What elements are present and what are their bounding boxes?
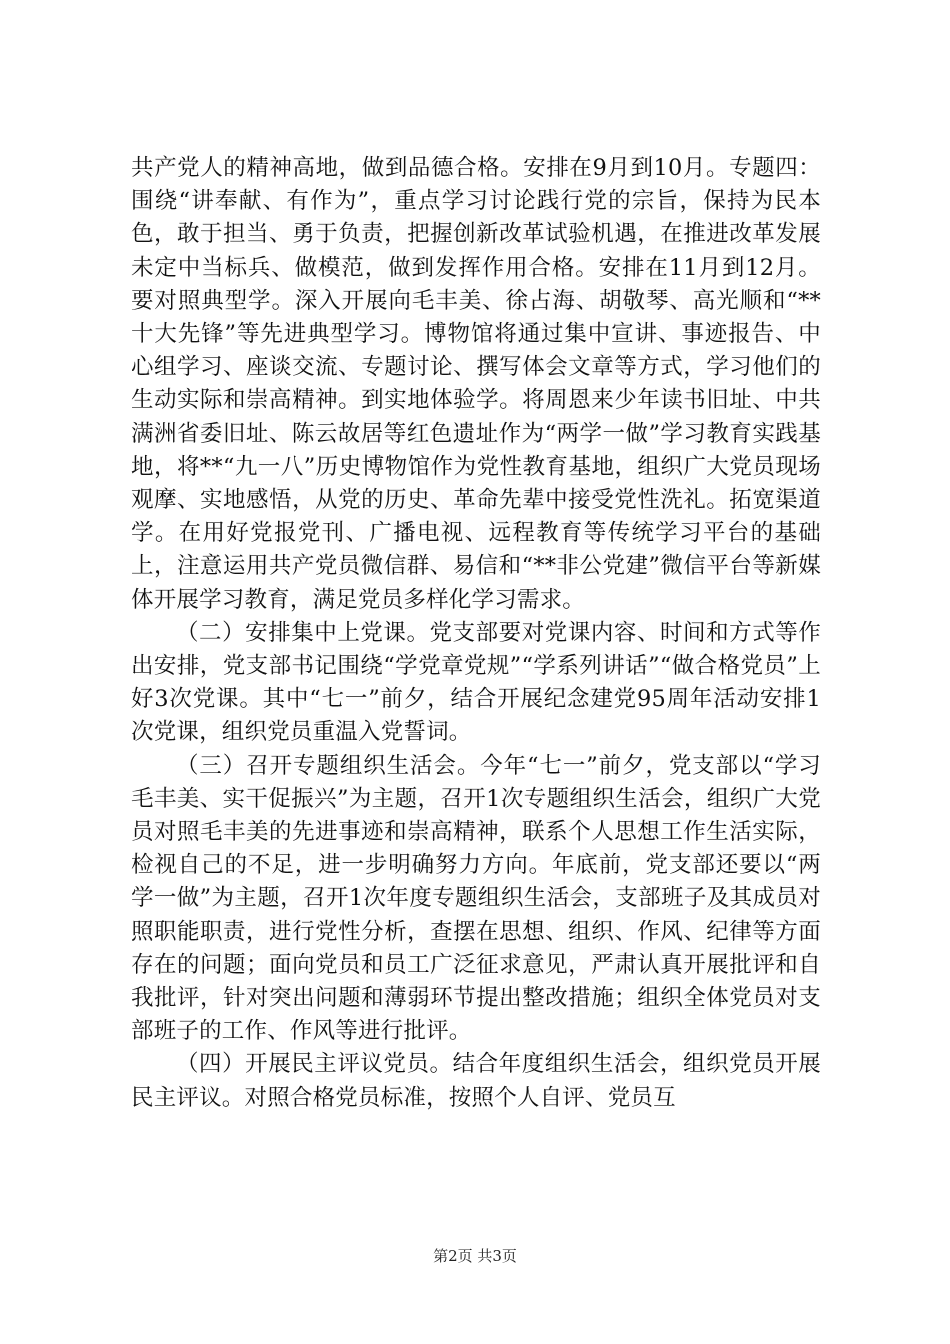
paragraph-3: （三）召开专题组织生活会。今年“七一”前夕，党支部以“学习毛丰美、实干促振兴”为主题，召开1次专题组织生活会，组织广大党员对照毛丰美的先进事迹和崇高精神，联系个人思想工作生活实际，检视自己的不足，进一步明确努力方向。年底前，党支部还要以“两学一做”为主题，召开1次年度专题组织生活会，支部班子及其成员对照职能职责，进行党性分析，查摆在思想、组织、作风、纪律等方面存在的问题；面向党员和员工广泛征求意见，严肃认真开展批评和自我批评，针对突出问题和薄弱环节提出整改措施；组织全体党员对支部班子的工作、作风等进行批评。 (131, 752, 821, 1045)
document-body (131, 152, 821, 1115)
page-footer: 第2页 共3页 (433, 1247, 517, 1265)
paragraph-1: 共产党人的精神高地，做到品德合格。安排在9月到10月。专题四：围绕“讲奉献、有作为”，重点学习讨论践行党的宗旨，保持为民本色，敢于担当、勇于负责，把握创新改革试验机遇，在推进改革发展未定中当标兵、做模范，做到发挥作用合格。安排在11月到12月。要对照典型学。深入开展向毛丰美、徐占海、胡敬琴、高光顺和“**十大先锋”等先进典型学习。博物馆将通过集中宣讲、事迹报告、中心组学习、座谈交流、专题讨论、撰写体会文章等方式，学习他们的生动实际和崇高精神。到实地体验学。将周恩来少年读书旧址、中共满洲省委旧址、陈云故居等红色遗址作为“两学一做”学习教育实践基地，将**“九一八”历史博物馆作为党性教育基地，组织广大党员现场观摩、实地感悟，从党的历史、革命先辈中接受党性洗礼。拓宽渠道学。在用好党报党刊、广播电视、远程教育等传统学习平台的基础上，注意运用共产党员微信群、易信和“**非公党建”微信平台等新媒体开展学习教育，满足党员多样化学习需求。 (131, 155, 821, 613)
paragraph-2: （二）安排集中上党课。党支部要对党课内容、时间和方式等作出安排，党支部书记围绕“学党章党规”“学系列讲话”“做合格党员”上好3次党课。其中“七一”前夕，结合开展纪念建党95周年活动安排1次党课，组织党员重温入党誓词。 (131, 619, 821, 746)
paragraph-4: （四）开展民主评议党员。结合年度组织生活会，组织党员开展民主评议。对照合格党员标准，按照个人自评、党员互 (131, 1051, 821, 1111)
